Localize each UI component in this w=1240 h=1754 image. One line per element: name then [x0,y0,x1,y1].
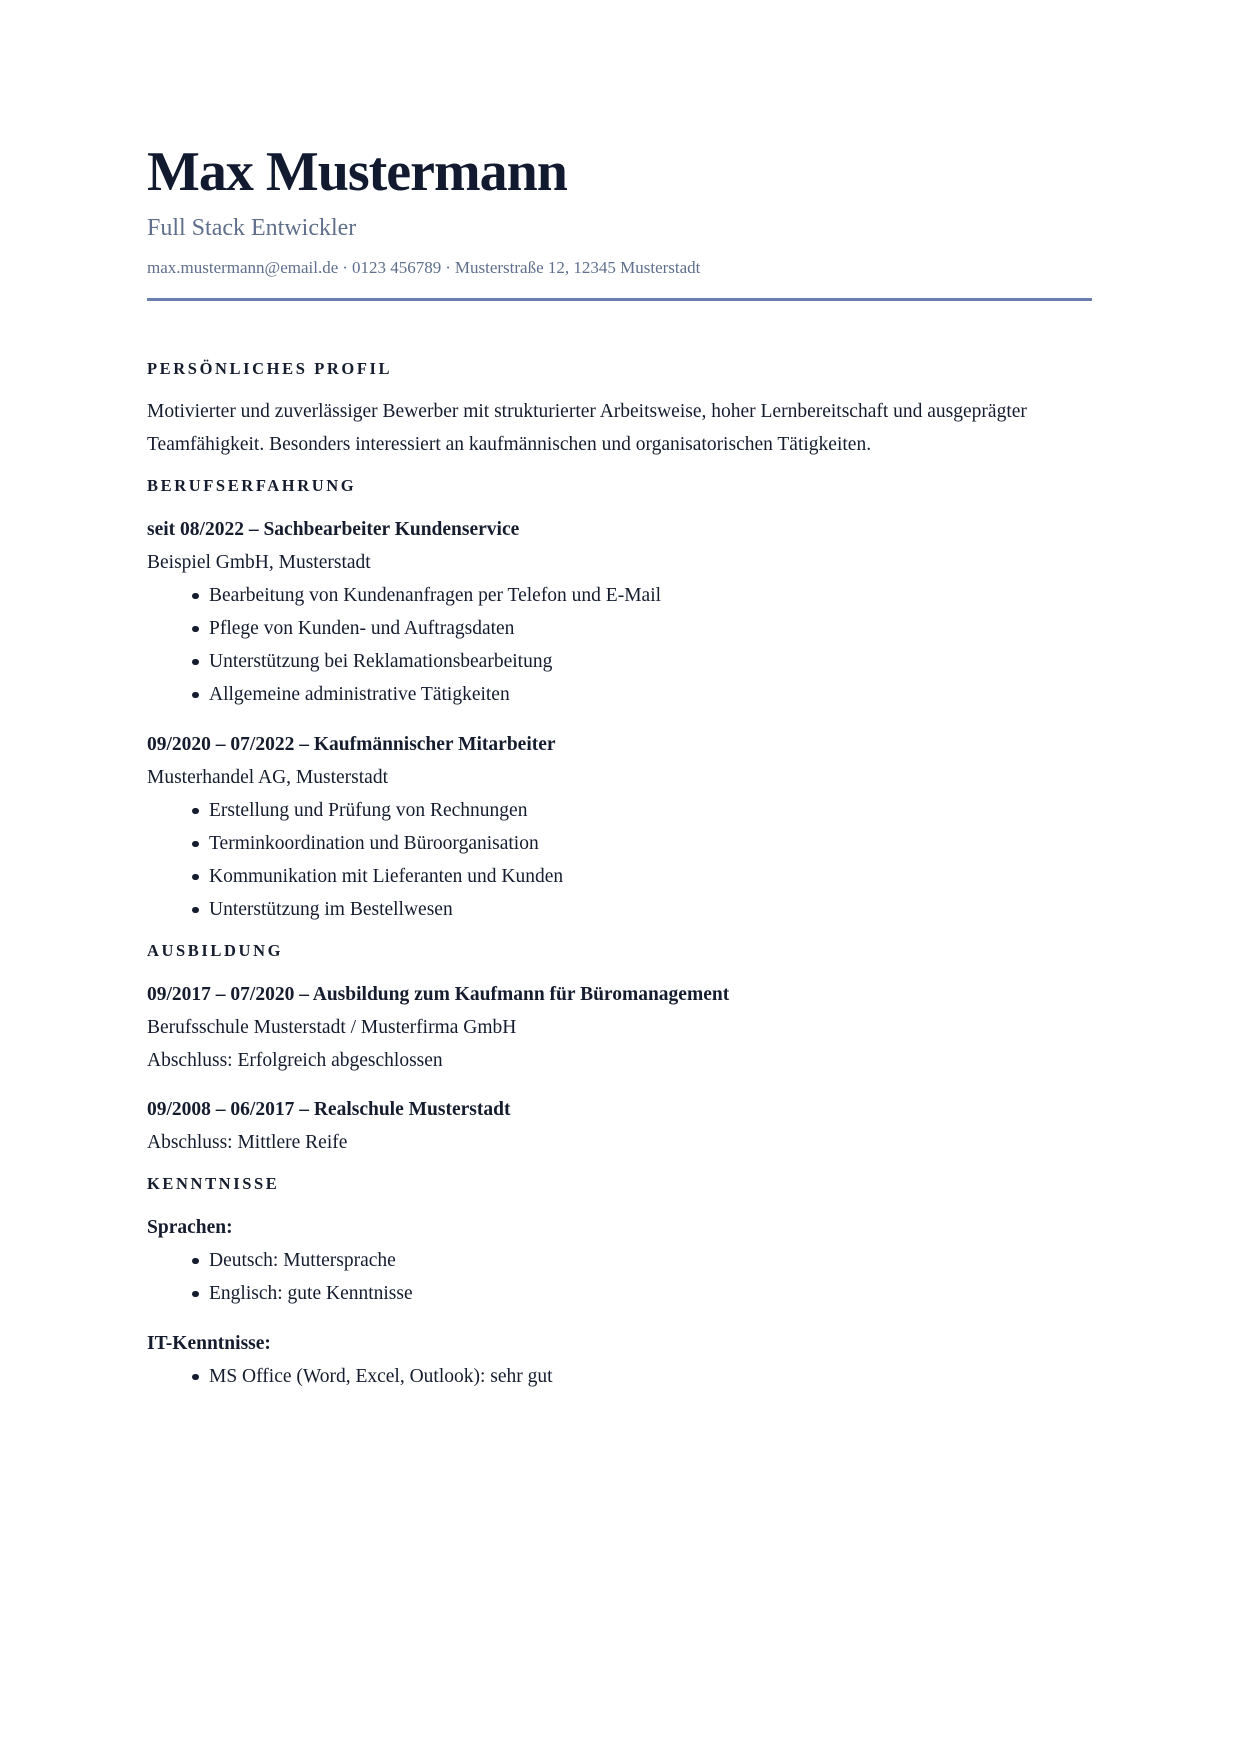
list-item [209,579,1092,612]
task-list [147,579,1092,711]
bullet-icon [192,659,199,666]
section-experience [147,475,1092,926]
resume-body [147,358,1092,1393]
bullet-icon [192,874,199,881]
contact-separator: · [342,258,348,277]
list-item-text: Unterstützung im Bestellwesen [209,899,453,920]
list-item [209,794,1092,827]
contact-email: max.mustermann@email.de [147,258,339,277]
bullet-icon [192,626,199,633]
list-item-text: Bearbeitung von Kundenanfragen per Telefon und E-Mail [209,585,662,606]
entry-institution: Berufsschule Musterstadt / Musterfirma GmbH [147,1017,517,1038]
bullet-icon [192,1291,199,1298]
section-heading: KENNTNISSE [147,1174,280,1193]
list-item [209,1277,1092,1310]
section-skills [147,1173,1092,1393]
experience-entry [147,728,1092,926]
contact-address: Musterstraße 12, 12345 Musterstadt [454,258,701,277]
entry-title: 09/2008 – 06/2017 – Realschule Musterstadt [147,1099,511,1120]
entry-result: Abschluss: Mittlere Reife [147,1132,348,1153]
bullet-icon [192,907,199,914]
list-item [209,1244,1092,1277]
section-heading: AUSBILDUNG [147,941,284,960]
list-item [209,612,1092,645]
bullet-icon [192,841,199,848]
experience-entry [147,513,1092,711]
list-item [209,893,1092,926]
section-education [147,940,1092,1159]
education-entry [147,978,1092,1077]
list-item [209,1360,1092,1393]
section-heading: PERSÖNLICHES PROFIL [147,359,393,378]
profile-text: Motivierter und zuverlässiger Bewerber mit strukturierter Arbeitsweise, hoher Lernbereitschaft und ausgeprägter Teamfähigkeit. Besonders interessiert an kaufmännischen und organisatorischen Tätigkeiten. [147,401,1027,455]
list-item-text: Kommunikation mit Lieferanten und Kunden [209,866,564,887]
skill-group [147,1211,1092,1310]
bullet-icon [192,1258,199,1265]
list-item [209,827,1092,860]
list-item-text: Deutsch: Muttersprache [209,1250,396,1271]
section-profile [147,358,1092,461]
list-item [209,678,1092,711]
education-entry [147,1093,1092,1159]
list-item-text: MS Office (Word, Excel, Outlook): sehr gut [209,1366,553,1387]
list-item [209,860,1092,893]
entry-result: Abschluss: Erfolgreich abgeschlossen [147,1050,443,1071]
candidate-name: Max Mustermann [147,141,567,203]
list-item-text: Allgemeine administrative Tätigkeiten [209,684,510,705]
section-heading: BERUFSERFAHRUNG [147,476,357,495]
list-item-text: Erstellung und Prüfung von Rechnungen [209,800,528,821]
list-item [209,645,1092,678]
entry-title: 09/2017 – 07/2020 – Ausbildung zum Kaufmann für Büromanagement [147,984,730,1005]
contact-separator: · [445,258,451,277]
skill-list [147,1360,1092,1393]
skill-group-label: Sprachen: [147,1217,233,1238]
skill-group [147,1327,1092,1393]
task-list [147,794,1092,926]
entry-company: Beispiel GmbH, Musterstadt [147,552,371,573]
list-item-text: Englisch: gute Kenntnisse [209,1283,413,1304]
list-item-text: Unterstützung bei Reklamationsbearbeitung [209,651,553,672]
bullet-icon [192,593,199,600]
bullet-icon [192,808,199,815]
header-divider [147,298,1092,301]
list-item-text: Pflege von Kunden- und Auftragsdaten [209,618,515,639]
entry-title: 09/2020 – 07/2022 – Kaufmännischer Mitarbeiter [147,734,556,755]
skill-group-label: IT-Kenntnisse: [147,1333,271,1354]
job-title: Full Stack Entwickler [147,215,357,241]
contact-line [147,257,700,279]
list-item-text: Terminkoordination und Büroorganisation [209,833,539,854]
skill-list [147,1244,1092,1310]
bullet-icon [192,1374,199,1381]
contact-phone: 0123 456789 [351,258,442,277]
bullet-icon [192,692,199,699]
entry-title: seit 08/2022 – Sachbearbeiter Kundenservice [147,519,520,540]
entry-company: Musterhandel AG, Musterstadt [147,767,389,788]
